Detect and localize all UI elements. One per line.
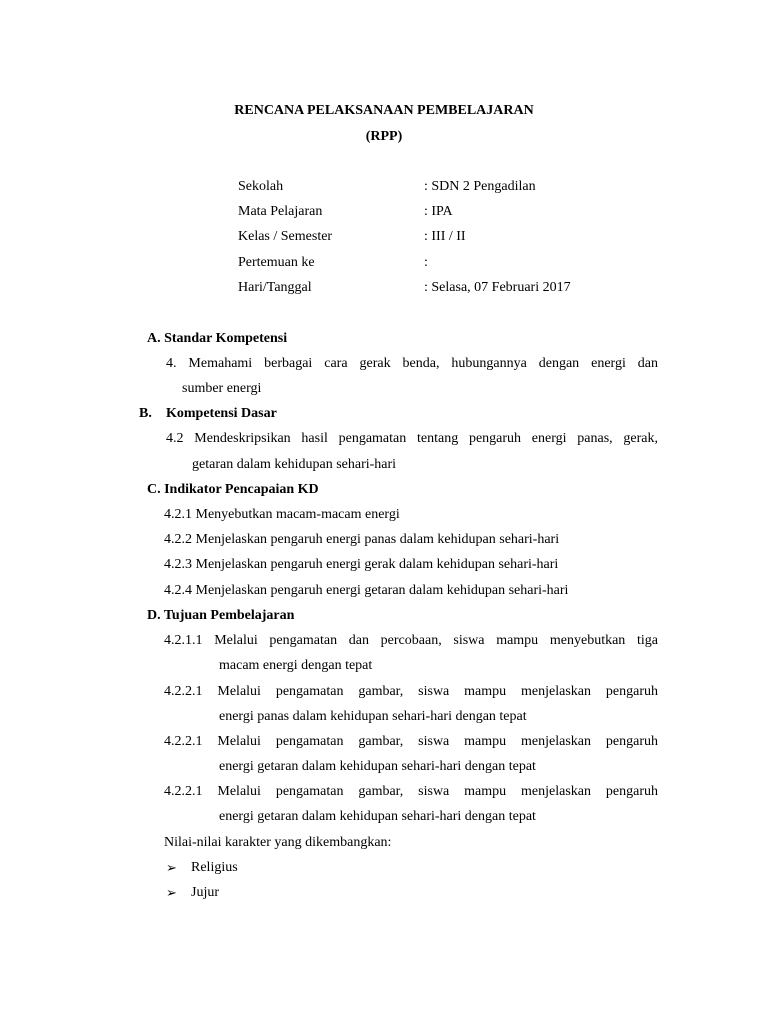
identity-value-kelas-semester: : III / II — [424, 229, 466, 244]
section-b-item-line1: 4.2 Mendeskripsikan hasil pengamatan tentang pengaruh energi panas, gerak, — [166, 431, 658, 446]
document-title: RENCANA PELAKSANAAN PEMBELAJARAN — [234, 103, 534, 118]
section-b-heading-letter: B. — [139, 406, 152, 421]
objective-item-line1: 4.2.2.1 Melalui pengamatan gambar, siswa mampu menjelaskan pengaruh — [164, 784, 658, 799]
values-intro: Nilai-nilai karakter yang dikembangkan: — [164, 835, 392, 850]
value-item-jujur: Jujur — [191, 885, 219, 900]
objective-item-line2: energi panas dalam kehidupan sehari-hari dengan tepat — [219, 709, 527, 724]
section-a-item-line1: 4. Memahami berbagai cara gerak benda, hubungannya dengan energi dan — [166, 356, 658, 371]
arrowhead-bullet-icon: ➢ — [166, 885, 177, 900]
identity-value-mata-pelajaran: : IPA — [424, 204, 453, 219]
identity-label-hari-tanggal: Hari/Tanggal — [238, 280, 312, 295]
section-b-item-line2: getaran dalam kehidupan sehari-hari — [192, 457, 397, 472]
section-a-item-line2: sumber energi — [182, 381, 262, 396]
identity-value-hari-tanggal: : Selasa, 07 Februari 2017 — [424, 280, 571, 295]
identity-label-sekolah: Sekolah — [238, 179, 284, 194]
identity-value-pertemuan: : — [424, 255, 428, 270]
identity-label-mata-pelajaran: Mata Pelajaran — [238, 204, 323, 219]
section-a-heading: A. Standar Kompetensi — [147, 331, 288, 346]
arrowhead-bullet-icon: ➢ — [166, 860, 177, 875]
indicator-item: 4.2.2 Menjelaskan pengaruh energi panas dalam kehidupan sehari-hari — [164, 532, 560, 547]
objective-item-line1: 4.2.1.1 Melalui pengamatan dan percobaan, siswa mampu menyebutkan tiga — [164, 633, 658, 648]
indicator-item: 4.2.1 Menyebutkan macam-macam energi — [164, 507, 400, 522]
identity-label-kelas-semester: Kelas / Semester — [238, 229, 333, 244]
objective-item-line2: macam energi dengan tepat — [219, 658, 373, 673]
identity-value-sekolah: : SDN 2 Pengadilan — [424, 179, 536, 194]
objective-item-line1: 4.2.2.1 Melalui pengamatan gambar, siswa mampu menjelaskan pengaruh — [164, 684, 658, 699]
document-subtitle: (RPP) — [365, 129, 403, 144]
objective-item-line2: energi getaran dalam kehidupan sehari-hari dengan tepat — [219, 759, 536, 774]
identity-label-pertemuan: Pertemuan ke — [238, 255, 315, 270]
objective-item-line1: 4.2.2.1 Melalui pengamatan gambar, siswa mampu menjelaskan pengaruh — [164, 734, 658, 749]
indicator-item: 4.2.3 Menjelaskan pengaruh energi gerak dalam kehidupan sehari-hari — [164, 557, 559, 572]
section-d-heading: D. Tujuan Pembelajaran — [147, 608, 295, 623]
objective-item-line2: energi getaran dalam kehidupan sehari-hari dengan tepat — [219, 809, 536, 824]
section-b-heading: Kompetensi Dasar — [166, 406, 277, 421]
value-item-religius: Religius — [191, 860, 238, 875]
indicator-item: 4.2.4 Menjelaskan pengaruh energi getaran dalam kehidupan sehari-hari — [164, 583, 569, 598]
section-c-heading: C. Indikator Pencapaian KD — [147, 482, 319, 497]
